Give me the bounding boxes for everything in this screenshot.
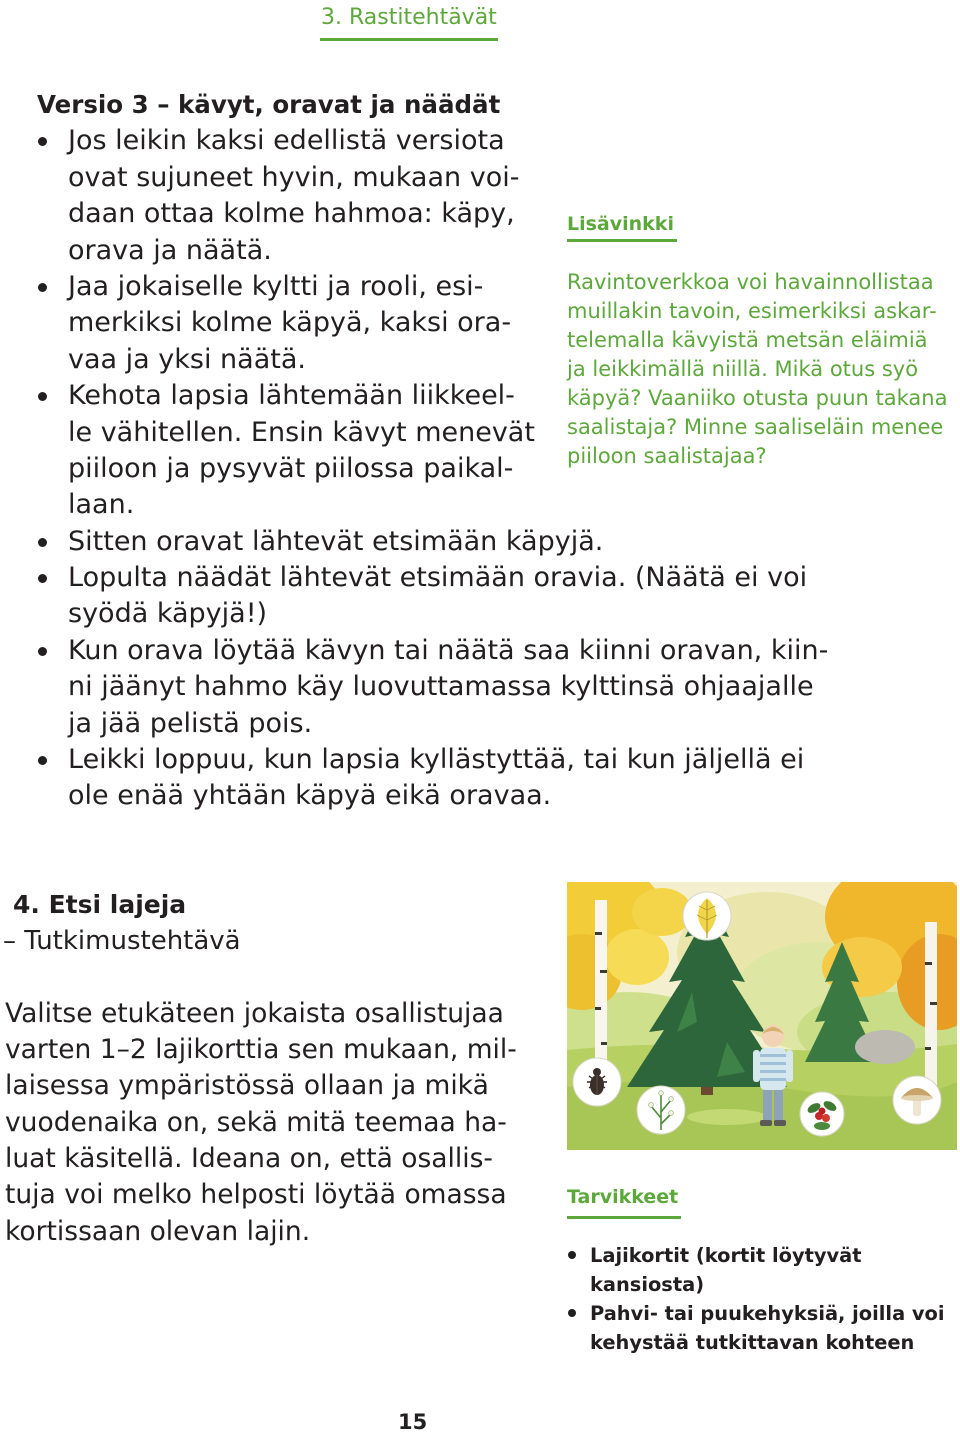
leaf-icon: [683, 892, 731, 940]
text-line: vuodenaika on, sekä mitä teemaa ha-: [5, 1106, 507, 1138]
bullet-dot: [38, 647, 47, 656]
text-line: Valitse etukäteen jokaista osallistujaa: [5, 997, 504, 1029]
beetle-icon: [573, 1058, 621, 1106]
bullet-dot: [38, 538, 47, 547]
versio-3-bullet: [37, 633, 837, 742]
versio-3-title: Versio 3 – kävyt, oravat ja näädät: [37, 90, 501, 119]
text-line: tuja voi melko helposti löytää omassa: [5, 1179, 507, 1211]
tarvikkeet-rule: [567, 1216, 681, 1219]
text-line: Jos leikin kaksi edellistä versiota: [68, 125, 505, 157]
text-line: saalistaja? Minne saaliseläin menee: [567, 414, 944, 439]
text-line: piiloon saalistajaa?: [567, 443, 767, 468]
text-line: Lopulta näädät lähtevät etsimään oravia. (Näätä ei voi: [68, 562, 808, 594]
bullet-dot: [38, 756, 47, 765]
bullet-dot: [568, 1309, 576, 1317]
versio-3-bullet: [37, 742, 837, 815]
lisavinkki-rule: [567, 239, 677, 242]
text-line: kansiosta): [590, 1272, 705, 1296]
text-line: ovat sujuneet hyvin, mukaan voi-: [68, 161, 520, 193]
section-4-subtitle: – Tutkimustehtävä: [3, 926, 241, 956]
text-line: daan ottaa kolme hahmoa: käpy,: [68, 198, 515, 230]
tarvikkeet-title: Tarvikkeet: [567, 1186, 679, 1208]
text-line: Sitten oravat lähtevät etsimään käpyjä.: [68, 525, 604, 557]
text-line: luat käsitellä. Ideana on, että osallis-: [5, 1143, 493, 1175]
bullet-dot: [38, 283, 47, 292]
text-line: Kun orava löytää kävyn tai näätä saa kiinni oravan, kiin-: [68, 634, 829, 666]
tarvikkeet-bullet: [567, 1299, 957, 1357]
mushroom-icon: [893, 1076, 941, 1124]
rock: [855, 1030, 915, 1064]
section-4-title: 4. Etsi lajeja: [13, 890, 187, 919]
bullet-dot: [38, 137, 47, 146]
chapter-header-rule: [320, 38, 498, 41]
text-line: ja jää pelistä pois.: [68, 707, 313, 739]
forest-illustration-svg: [567, 882, 957, 1150]
versio-3-bullet: [37, 560, 837, 633]
text-line: Leikki loppuu, kun lapsia kyllästyttää, tai kun jäljellä ei: [68, 744, 805, 776]
bullet-dot: [38, 392, 47, 401]
text-line: ja leikkimällä niillä. Mikä otus syö: [567, 356, 919, 381]
text-line: muillakin tavoin, esimerkiksi askar-: [567, 298, 937, 323]
section-4-paragraph: [5, 996, 550, 1250]
text-line: kehystää tutkittavan kohteen: [590, 1330, 915, 1354]
text-line: Lajikortit (kortit löytyvät: [590, 1243, 862, 1267]
tarvikkeet-bullet: [567, 1241, 957, 1299]
versio-3-bullet: [37, 524, 837, 560]
text-line: Kehota lapsia lähtemään liikkeel-: [68, 380, 515, 412]
text-line: kortissaan olevan lajin.: [5, 1215, 311, 1247]
lisavinkki-body: [567, 268, 957, 471]
text-line: käpyä? Vaaniiko otusta puun takana: [567, 385, 948, 410]
text-line: Ravintoverkkoa voi havainnollistaa: [567, 269, 934, 294]
forest-illustration: [567, 882, 957, 1150]
text-line: laisessa ympäristössä ollaan ja mikä: [5, 1070, 489, 1102]
berries-icon: [800, 1092, 844, 1136]
text-line: Jaa jokaiselle kyltti ja rooli, esi-: [68, 270, 484, 302]
plant-icon: [637, 1086, 685, 1134]
text-line: merkiksi kolme käpyä, kaksi ora-: [68, 307, 512, 339]
text-line: le vähitellen. Ensin kävyt menevät: [68, 416, 535, 448]
text-line: ni jäänyt hahmo käy luovuttamassa kylttinsä ohjaajalle: [68, 671, 814, 703]
text-line: vaa ja yksi näätä.: [68, 343, 306, 375]
tarvikkeet-list: [567, 1241, 957, 1357]
text-line: piiloon ja pysyvät piilossa paikal-: [68, 452, 514, 484]
chapter-header-title: 3. Rastitehtävät: [321, 5, 497, 30]
text-line: Pahvi- tai puukehyksiä, joilla voi: [590, 1301, 945, 1325]
bullet-dot: [38, 574, 47, 583]
text-line: orava ja näätä.: [68, 234, 272, 266]
text-line: laan.: [68, 489, 135, 521]
page-number: 15: [398, 1410, 428, 1434]
text-line: ole enää yhtään käpyä eikä oravaa.: [68, 780, 552, 812]
bullet-dot: [568, 1251, 576, 1259]
lisavinkki-title: Lisävinkki: [567, 213, 674, 235]
text-line: varten 1–2 lajikorttia sen mukaan, mil-: [5, 1034, 517, 1066]
text-line: syödä käpyjä!): [68, 598, 268, 630]
text-line: telemalla kävyistä metsän eläimiä: [567, 327, 928, 352]
versio-3-bullet: [37, 123, 837, 269]
